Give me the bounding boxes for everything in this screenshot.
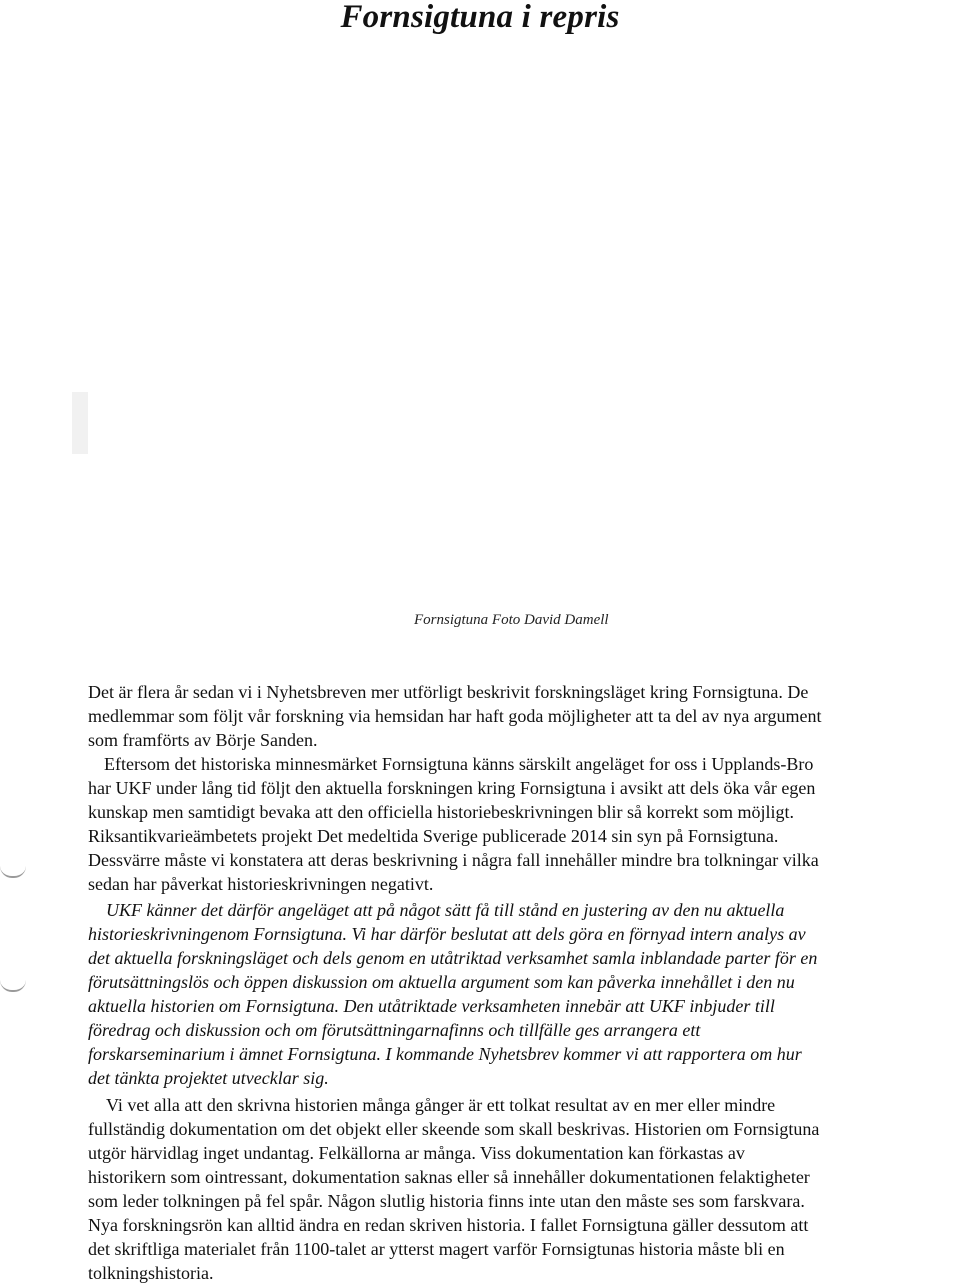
text-line: har UKF under lång tid följt den aktuella forskningen kring Fornsigtuna i avsikt att dels öka vår egen [88,778,816,798]
text-line: det skriftliga materialet från 1100-talet ar ytterst magert varför Fornsigtunas historia måste bli en [88,1239,785,1259]
text-line: fullständig dokumentation om det objekt eller skeende som skall beskrivas. Historien om Fornsigtuna [88,1119,820,1139]
text-line: Dessvärre måste vi konstatera att deras beskrivning i några fall innehåller mindre bra tolkningar vilka [88,850,819,870]
text-line: förutsättningslös och öppen diskussion om aktuella argument som kan påverka innehållet i den nu [88,972,795,992]
text-line: det tänkta projektet utvecklar sig. [88,1068,329,1088]
page-title: Fornsigtuna i repris [340,0,620,35]
text-line: det aktuella forskningsläget och dels genom en utåtriktad verksamhet samla inblandade parter för en [88,948,818,968]
text-line: föredrag och diskussion och om förutsättningarnafinns och tillfälle ges arrangera ett [88,1020,701,1040]
text-line: utgör härvidlag inget undantag. Felkällorna ar många. Viss dokumentation kan förkastas av [88,1143,745,1163]
text-line: aktuella historien om Fornsigtuna. Den utåtriktade verksamheten innebär att UKF inbjuder till [88,996,775,1016]
text-line: kunskap men samtidigt bevaka att den officiella historiebeskrivningen blir så korrekt som möjligt. [88,802,795,822]
text-line: som framförts av Börje Sanden. [88,730,318,750]
text-line: Vi vet alla att den skrivna historien många gånger är ett tolkat resultat av en mer eller mindre [106,1095,776,1115]
photo-caption: Fornsigtuna Foto David Damell [414,612,609,628]
text-line: historieskrivningenom Fornsigtuna. Vi har därför beslutat att dels göra en förnyad intern analys av [88,924,806,944]
text-line: medlemmar som följt vår forskning via hemsidan har haft goda möjligheter att ta del av nya argument [88,706,822,726]
text-line: Nya forskningsrön kan alltid ändra en redan skriven historia. I fallet Fornsigtuna gäller dessutom att [88,1215,809,1235]
text-line: Det är flera år sedan vi i Nyhetsbreven mer utförligt beskrivit forskningsläget kring Fornsigtuna. De [88,682,809,702]
text-line: Eftersom det historiska minnesmärket Fornsigtuna känns särskilt angeläget for oss i Upplands-Bro [104,754,814,774]
text-line: som leder tolkningen på fel spår. Någon slutlig historia finns inte utan den måste ses som farskvara. [88,1191,805,1211]
text-line: sedan har påverkat historieskrivningen negativt. [88,874,434,894]
text-line: UKF känner det därför angeläget att på något sätt få till stånd en justering av den nu aktuella [106,900,785,920]
text-line: tolkningshistoria. [88,1263,214,1283]
image-placeholder [72,392,88,454]
text-line: historikern som ointressant, dokumentation saknas eller så innehåller dokumentationen felaktigheter [88,1167,810,1187]
text-line: Riksantikvarieämbetets projekt Det medeltida Sverige publicerade 2014 sin syn på Fornsigtuna. [88,826,779,846]
margin-mark [0,866,26,878]
margin-mark [0,980,26,992]
text-line: forskarseminarium i ämnet Fornsigtuna. I kommande Nyhetsbrev kommer vi att rapportera om hur [88,1044,802,1064]
